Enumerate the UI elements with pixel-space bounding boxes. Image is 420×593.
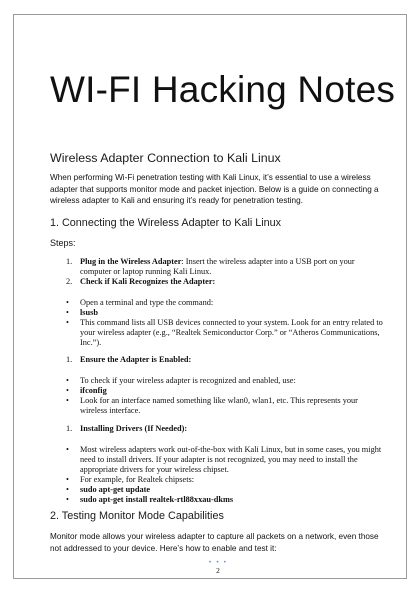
step-2-title: Check if Kali Recognizes the Adapter: <box>80 277 216 286</box>
step-2 <box>80 277 386 287</box>
bullet-marker: • <box>66 376 69 385</box>
step-3 <box>80 355 386 365</box>
step-3-marker: 1. <box>66 355 73 364</box>
bullet-text: Look for an interface named something like wlan0, wlan1, etc. This represents your wireless interface. <box>80 396 358 415</box>
subsection-heading-2: 2. Testing Monitor Mode Capabilities <box>50 510 224 522</box>
step-4-title: Installing Drivers (If Needed): <box>80 424 188 433</box>
command-apt-install: sudo apt-get install realtek-rtl88xxau-dkms <box>80 495 234 504</box>
subsection-heading-1: 1. Connecting the Wireless Adapter to Kali Linux <box>50 217 282 229</box>
step-4-marker: 1. <box>66 424 73 433</box>
bullet-marker: • <box>66 495 69 504</box>
bullet-marker: • <box>66 396 69 405</box>
bullet-command <box>80 495 386 505</box>
page-title: WI-FI Hacking Notes <box>50 69 396 110</box>
bullet-text: This command lists all USB devices connected to your system. Look for an entry related to your wireless adapter (e.g., “Realtek Semiconductor Corp.” or “Atheros Communications, Inc.”). <box>80 318 383 347</box>
step-3-title: Ensure the Adapter is Enabled: <box>80 355 192 364</box>
bullet-text: To check if your wireless adapter is recognized and enabled, use: <box>80 376 296 385</box>
command-ifconfig: ifconfig <box>80 386 107 395</box>
bullet-command <box>80 485 386 495</box>
intro-paragraph: When performing Wi-Fi penetration testing with Kali Linux, it’s essential to use a wireless adapter that supports monitor mode and packet injection. Below is a guide on connecting a wireless adapter to Kali and ensuring it’s ready for penetration testing. <box>50 173 379 206</box>
command-lsusb: lsusb <box>80 308 98 317</box>
document-page <box>13 14 407 579</box>
bullet-text: Open a terminal and type the command: <box>80 298 214 307</box>
bullet-marker: • <box>66 298 69 307</box>
step-1 <box>80 257 386 277</box>
bullet-command <box>80 308 386 318</box>
step-1-text: : Insert the wireless adapter into a USB port on your computer or laptop running Kali Linux. <box>80 257 355 276</box>
outro-paragraph: Monitor mode allows your wireless adapter to capture all packets on a network, even those not addressed to your device. Here’s how to enable and test it: <box>50 532 379 553</box>
page-number: 2 <box>216 566 220 575</box>
bullet-marker: • <box>66 318 69 327</box>
bullet-marker: • <box>66 485 69 494</box>
bullet-command <box>80 386 386 396</box>
bullet-text: Most wireless adapters work out-of-the-box with Kali Linux, but in some cases, you might need to install drivers. If your adapter is not recognized, you may need to install the appropriate drivers for your wireless chipset. <box>80 445 382 474</box>
step-2-marker: 2. <box>66 277 73 286</box>
step-1-title: Plug in the Wireless Adapter <box>80 257 182 266</box>
bullet-marker: • <box>66 308 69 317</box>
steps-label: Steps: <box>50 238 76 248</box>
bullet-marker: • <box>66 386 69 395</box>
bullet-text: For example, for Realtek chipsets: <box>80 475 195 484</box>
step-4 <box>80 424 386 434</box>
step-1-marker: 1. <box>66 257 73 266</box>
command-apt-update: sudo apt-get update <box>80 485 151 494</box>
page-dots-decoration: • • • <box>208 559 228 566</box>
bullet-marker: • <box>66 445 69 454</box>
bullet-marker: • <box>66 475 69 484</box>
section-heading: Wireless Adapter Connection to Kali Linux <box>50 151 281 165</box>
